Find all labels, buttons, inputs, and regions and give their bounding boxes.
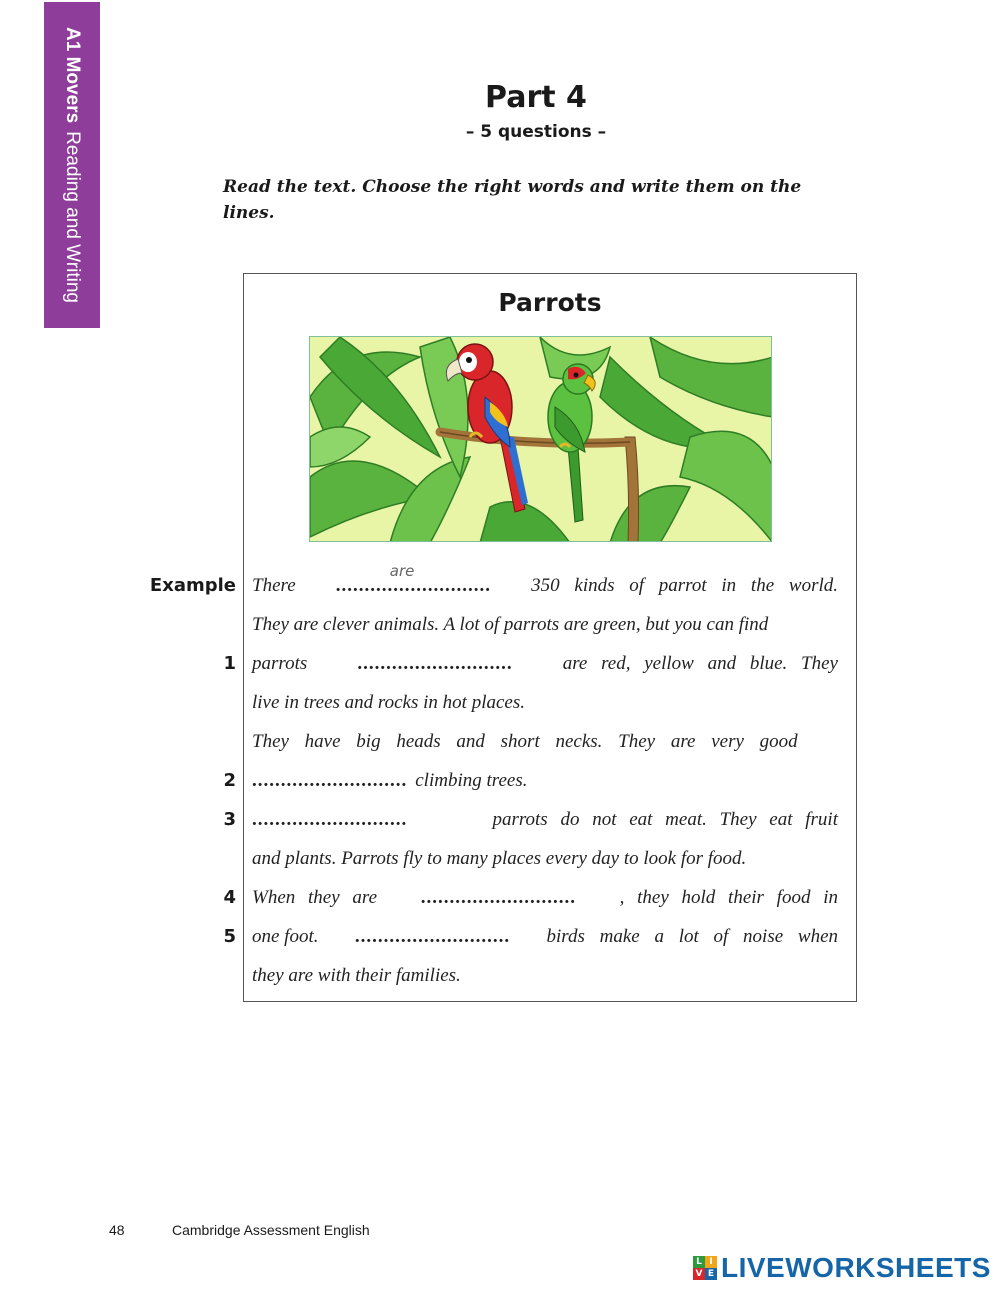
side-tab-level: A1 Movers (62, 27, 83, 124)
text-line (252, 956, 838, 995)
parrots-illustration (309, 336, 772, 542)
text-segment: live in trees and rocks in hot places. (252, 692, 525, 713)
answer-line-2[interactable]: ........................... (252, 770, 408, 791)
part-subtitle: – 5 questions – (465, 122, 607, 142)
answer-line-4[interactable]: ........................... (420, 887, 576, 908)
text-segment: When they are (252, 887, 378, 908)
text-line (252, 562, 838, 605)
question-number-5: 5 (223, 926, 236, 947)
liveworksheets-logo (693, 1252, 991, 1284)
part-title: Part 4 (485, 80, 587, 115)
example-label: Example (149, 575, 236, 596)
text-segment: parrots (252, 653, 308, 674)
question-number-3: 3 (223, 809, 236, 830)
answer-line-3[interactable]: ........................... (252, 809, 408, 830)
footer-organization: Cambridge Assessment English (172, 1222, 370, 1238)
text-segment: 350 kinds of parrot in the world. (531, 575, 838, 596)
text-segment: they are with their families. (252, 965, 461, 986)
answer-line-1[interactable]: ........................... (357, 653, 513, 674)
text-line (252, 722, 838, 761)
text-segment: They are clever animals. A lot of parrots are green, but you can find (252, 614, 769, 635)
answer-line-5[interactable]: ........................... (354, 926, 511, 947)
example-answer-line (335, 562, 492, 605)
text-segment: are red, yellow and blue. They (562, 653, 838, 674)
liveworksheets-icon: L I V E (693, 1256, 717, 1280)
dotted-line: ........................... (335, 575, 492, 596)
text-segment: parrots do not eat meat. They eat fruit (492, 809, 838, 830)
text-line (252, 800, 838, 839)
text-segment: one foot. (252, 926, 319, 947)
text-segment: climbing trees. (415, 770, 528, 791)
page-number: 48 (109, 1222, 125, 1238)
box-title: Parrots (498, 288, 602, 317)
text-segment: birds make a lot of noise when (546, 926, 838, 947)
instruction-text: Read the text. Choose the right words and write them on the lines. (223, 177, 802, 223)
side-tab-label (61, 27, 83, 303)
text-line (252, 761, 838, 800)
text-segment: There (252, 575, 296, 596)
text-line (252, 644, 838, 683)
text-line (252, 605, 838, 644)
side-tab-section: Reading and Writing (62, 131, 83, 303)
question-number-4: 4 (223, 887, 236, 908)
question-number-2: 2 (223, 770, 236, 791)
text-line (252, 683, 838, 722)
question-number-1: 1 (223, 653, 236, 674)
text-segment: , they hold their food in (619, 887, 838, 908)
text-segment: and plants. Parrots fly to many places every day to look for food. (252, 848, 747, 869)
example-answer: are (389, 562, 415, 580)
text-line (252, 878, 838, 917)
text-segment: They have big heads and short necks. They are very good (252, 731, 798, 752)
brand-name: LIVEWORKSHEETS (721, 1252, 991, 1283)
text-line (252, 839, 838, 878)
reading-text (252, 562, 838, 995)
text-line (252, 917, 838, 956)
side-tab (44, 2, 100, 328)
